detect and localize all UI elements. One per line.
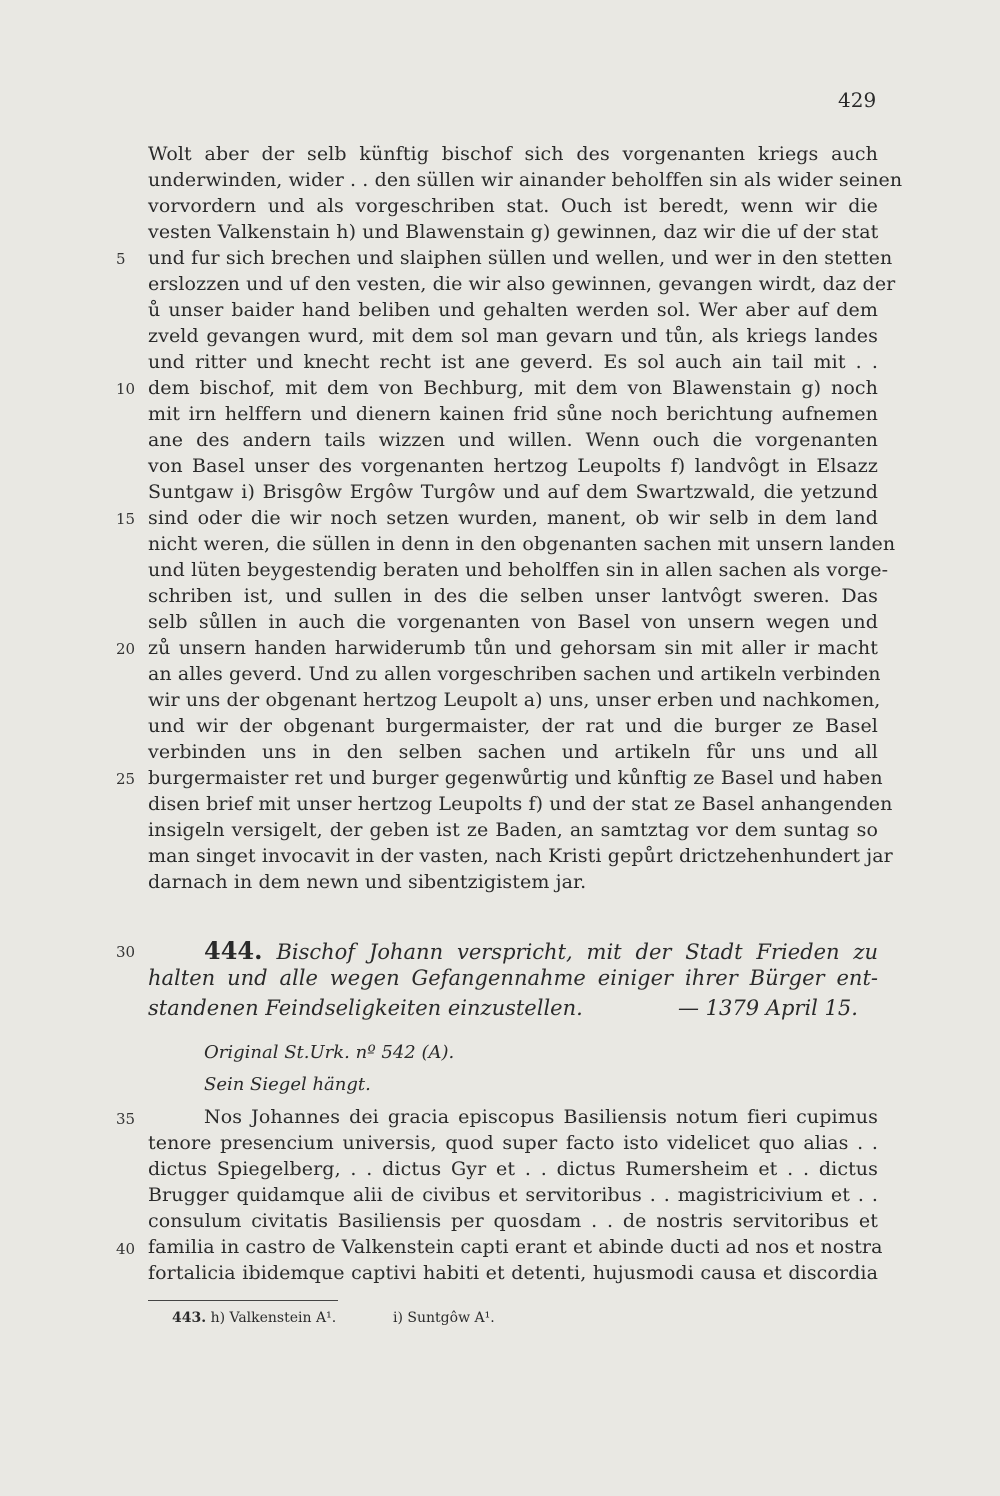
text-line: und lüten beygestendig beraten und beholffen sin in allen sachen als vorge- xyxy=(148,559,889,581)
text-line: insigeln versigelt, der geben ist ze Baden, an samtztag vor dem suntag so xyxy=(148,819,878,841)
text-line: ane des andern tails wizzen und willen. Wenn ouch die vorgenanten xyxy=(148,429,878,451)
text-line: dem bischof, mit dem von Bechburg, mit dem von Blawenstain g) noch xyxy=(148,377,878,399)
text-line: an alles geverd. Und zu allen vorgeschriben sachen und artikeln verbinden xyxy=(148,663,881,685)
line-marker: 20 xyxy=(116,640,136,658)
footnote-rule xyxy=(148,1300,338,1301)
text-line: man singet invocavit in der vasten, nach Kristi gepůrt drictzehenhundert jar xyxy=(148,845,893,867)
text-line: vorvordern und als vorgeschriben stat. Ouch ist beredt, wenn wir die xyxy=(148,195,878,217)
text-line: verbinden uns in den selben sachen und artikeln fůr uns und all xyxy=(148,741,878,763)
text-line: Wolt aber der selb künftig bischof sich des vorgenanten kriegs auch xyxy=(148,143,878,165)
page-number: 429 xyxy=(838,88,877,112)
text-line: und ritter und knecht recht ist ane geverd. Es sol auch ain tail mit . . xyxy=(148,351,878,373)
source-note: Original St.Urk. nº 542 (A). xyxy=(204,1042,455,1063)
text-line: und fur sich brechen und slaiphen süllen und wellen, und wer in den stetten xyxy=(148,247,893,269)
latin-line: fortalicia ibidemque captivi habiti et detenti, hujusmodi causa et discordia xyxy=(148,1262,878,1284)
text-line: wir uns der obgenant hertzog Leupolt a) uns, unser erben und nachkomen, xyxy=(148,689,881,711)
text-line: disen brief mit unser hertzog Leupolts f) und der stat ze Basel anhangenden xyxy=(148,793,893,815)
line-marker: 25 xyxy=(116,770,136,788)
text-line: sind oder die wir noch setzen wurden, manent, ob wir selb in dem land xyxy=(148,507,878,529)
text-line: underwinden, wider . . den süllen wir ainander beholffen sin als wider seinen xyxy=(148,169,903,191)
text-line: schriben ist, und sullen in des die selben unser lantvôgt sweren. Das xyxy=(148,585,878,607)
footnote-h: h) Valkenstein A¹. xyxy=(210,1310,337,1326)
text-line: burgermaister ret und burger gegenwůrtig und kůnftig ze Basel und haben xyxy=(148,767,883,789)
text-line: Suntgaw i) Brisgôw Ergôw Turgôw und auf dem Swartzwald, die yetzund xyxy=(148,481,878,503)
footnotes xyxy=(172,1310,495,1326)
text-line: darnach in dem newn und sibentzigistem jar. xyxy=(148,871,587,893)
latin-line: dictus Spiegelberg, . . dictus Gyr et . . dictus Rumersheim et . . dictus xyxy=(148,1158,878,1180)
document-number: 444. xyxy=(204,936,263,965)
text-line: erslozzen und uf den vesten, die wir also gewinnen, gevangen wirdt, daz der xyxy=(148,273,896,295)
document-heading-line: standenen Feindseligkeiten einzustellen. xyxy=(148,996,583,1020)
text-line: zů unsern handen harwiderumb tůn und gehorsam sin mit aller ir macht xyxy=(148,637,878,659)
document-heading-line: halten und alle wegen Gefangennahme einiger ihrer Bürger ent- xyxy=(148,966,878,990)
line-marker: 35 xyxy=(116,1110,136,1128)
text-line: zveld gevangen wurd, mit dem sol man gevarn und tůn, als kriegs landes xyxy=(148,325,878,347)
line-marker: 30 xyxy=(116,943,136,961)
document-date: — 1379 April 15. xyxy=(678,996,858,1020)
footnote-i: i) Suntgôw A¹. xyxy=(393,1310,495,1326)
text-line: selb sůllen in auch die vorgenanten von Basel von unsern wegen und xyxy=(148,611,878,633)
text-line: nicht weren, die süllen in denn in den obgenanten sachen mit unsern landen xyxy=(148,533,896,555)
line-marker: 15 xyxy=(116,510,136,528)
text-line: ů unser baider hand beliben und gehalten werden sol. Wer aber auf dem xyxy=(148,299,878,321)
seal-note: Sein Siegel hängt. xyxy=(204,1074,371,1095)
text-line: vesten Valkenstain h) und Blawenstain g) gewinnen, daz wir die uf der stat xyxy=(148,221,879,243)
line-marker: 5 xyxy=(116,250,126,268)
text-line: und wir der obgenant burgermaister, der rat und die burger ze Basel xyxy=(148,715,878,737)
latin-line: tenore presencium universis, quod super facto isto videlicet quo alias . . xyxy=(148,1132,878,1154)
document-heading-line xyxy=(148,936,878,965)
text-line: von Basel unser des vorgenanten hertzog Leupolts f) landvôgt in Elsazz xyxy=(148,455,878,477)
latin-line: Nos Johannes dei gracia episcopus Basiliensis notum fieri cupimus xyxy=(204,1106,878,1128)
latin-line: consulum civitatis Basiliensis per quosdam . . de nostris servitoribus et xyxy=(148,1210,878,1232)
line-marker: 40 xyxy=(116,1240,136,1258)
latin-line: Brugger quidamque alii de civibus et servitoribus . . magistricivium et . . xyxy=(148,1184,878,1206)
latin-line: familia in castro de Valkenstein capti erant et abinde ducti ad nos et nostra xyxy=(148,1236,883,1258)
footnote-ref: 443. xyxy=(172,1310,207,1326)
text-line: mit irn helffern und dienern kainen frid sůne noch berichtung aufnemen xyxy=(148,403,878,425)
line-marker: 10 xyxy=(116,380,136,398)
document-heading-text: Bischof Johann verspricht, mit der Stadt Frieden zu xyxy=(276,940,878,964)
